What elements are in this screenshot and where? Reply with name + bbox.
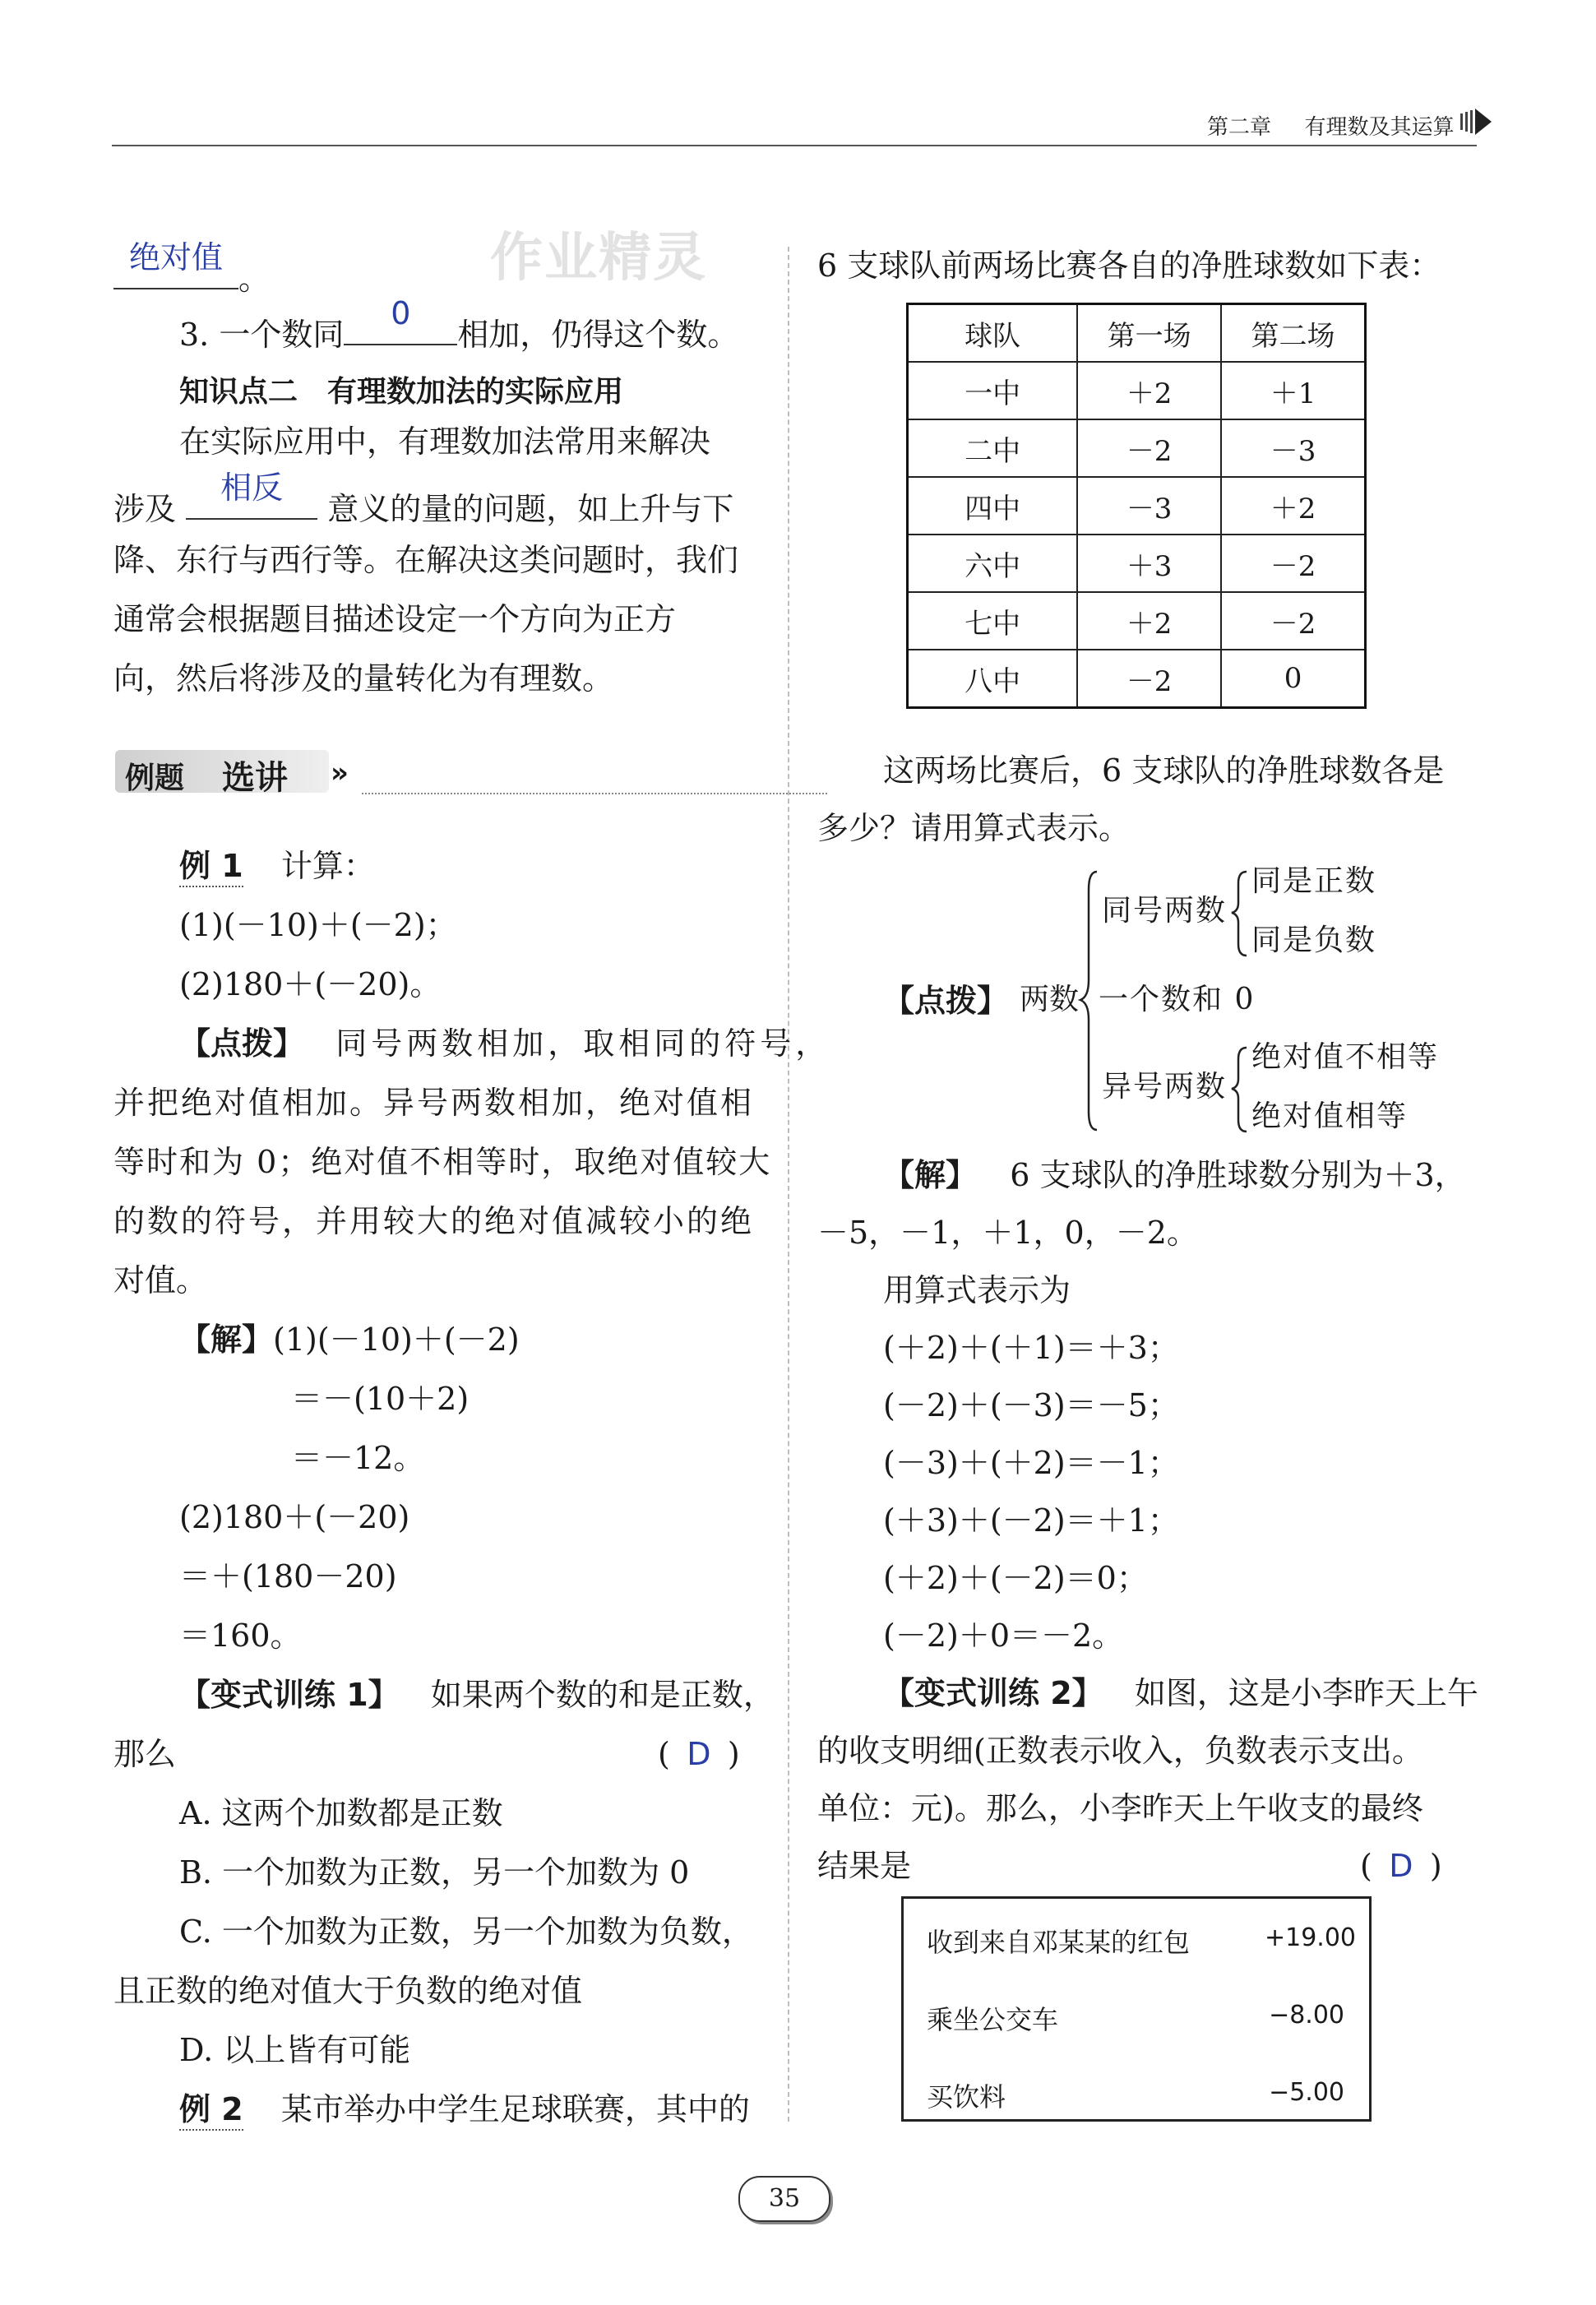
variant-1-label: 【变式训练 1】: [179, 1677, 400, 1713]
equation-1: (＋2)＋(＋1)＝＋3；: [883, 1330, 1179, 1366]
table-header-row: [908, 304, 1366, 363]
variant-2-label: 【变式训练 2】: [883, 1675, 1103, 1711]
variant-1: 【变式训练 1】 如果两个数的和是正数，: [179, 1677, 775, 1713]
page-number-badge: [738, 2176, 830, 2222]
chapter-header: [1207, 110, 1455, 141]
table-row: 一中 ＋2 ＋1: [908, 362, 1366, 419]
variant-2-line-4: 结果是: [817, 1848, 912, 1884]
table-row: 四中 －3 ＋2: [908, 477, 1366, 535]
solution-line-6: ＝160。: [179, 1618, 302, 1654]
solution-line-4: (2)180＋(－20): [179, 1499, 410, 1535]
receipt-item: 收到来自邓某某的红包: [927, 1927, 1191, 1958]
chevron-double-icon: »: [331, 757, 349, 789]
hint-label: 【点拨】: [179, 1025, 305, 1062]
hint-line-4: 的数的符号，并用较大的绝对值减较小的绝: [113, 1203, 755, 1239]
fill-line-1: 绝对值 。: [113, 255, 270, 294]
variant-2-answer-value: D: [1389, 1848, 1413, 1884]
receipt-item: 买饮料: [927, 2081, 1006, 2113]
score-table: [906, 303, 1367, 709]
para-line-4: 通常会根据题目描述设定一个方向为正方: [113, 601, 677, 637]
hint-line-3: 等时和为 0；绝对值不相等时，取绝对值较大: [113, 1144, 772, 1180]
section-badge-a: 例题: [125, 761, 185, 795]
receipt-amount: −8.00: [1269, 2001, 1344, 2030]
tree-zero: 一个数和 0: [1099, 983, 1256, 1016]
table-header-cell: 第二场: [1221, 304, 1365, 363]
right-solution-line-1: 【解】 6 支球队的净胜球数分别为＋3，: [883, 1157, 1466, 1193]
variant-2-line-2: 的收支明细(正数表示收入，负数表示支出。: [817, 1733, 1423, 1769]
item-3: 3. 一个数同 0 相加，仍得这个数。: [179, 295, 739, 353]
header-arrow-icon: [1460, 107, 1497, 137]
solution-line-1: 【解】(1)(－10)＋(－2): [179, 1321, 520, 1358]
table-header-cell: 球队: [908, 304, 1078, 363]
column-divider: [788, 247, 789, 2122]
example-1-q2: (2)180＋(－20)。: [179, 966, 442, 1002]
example-1: 例 1 计算：: [179, 850, 375, 882]
chapter-title: 有理数及其运算: [1304, 115, 1455, 140]
answer-fill-1: 绝对值: [128, 239, 223, 275]
option-c-line-2: 且正数的绝对值大于负数的绝对值: [113, 1973, 583, 2009]
right-solution-line-2: －5，－1，＋1，0，－2。: [817, 1215, 1198, 1251]
tree-root: 两数: [1020, 983, 1080, 1016]
knowledge-point-2-title: 知识点二 有理数加法的实际应用: [179, 375, 624, 409]
page-number: 35: [768, 2184, 801, 2213]
example-2-label: 例 2: [179, 2091, 243, 2131]
tree-diff-sign: 异号两数: [1102, 1070, 1228, 1104]
variant-2-line-3: 单位：元)。那么，小李昨天上午收支的最终: [817, 1790, 1423, 1826]
hint-line-2: 并把绝对值相加。异号两数相加，绝对值相: [113, 1085, 755, 1121]
variant-1-answer: ( D ): [658, 1736, 740, 1772]
hint-line-1: 【点拨】 同号两数相加，取相同的符号，: [179, 1025, 831, 1062]
variant-1-answer-value: D: [687, 1736, 711, 1772]
tree-same-sign: 同号两数: [1102, 894, 1228, 928]
para-line-3: 降、东行与西行等。在解决这类问题时，我们: [113, 542, 739, 578]
tree-diff-unequal: 绝对值不相等: [1251, 1040, 1440, 1074]
example-1-label: 例 1: [179, 848, 243, 887]
variant-2-answer: ( D ): [1360, 1848, 1442, 1884]
section-badge-b: 选讲: [222, 759, 288, 797]
receipt-item: 乘坐公交车: [927, 2004, 1059, 2035]
equation-3: (－3)＋(＋2)＝－1；: [883, 1445, 1179, 1481]
option-b: B. 一个加数为正数，另一个加数为 0: [179, 1854, 690, 1891]
equation-5: (＋2)＋(－2)＝0；: [883, 1560, 1148, 1596]
receipt-amount: +19.00: [1264, 1923, 1356, 1952]
watermark: 作业精灵: [490, 228, 707, 289]
header-rule: [112, 145, 1477, 146]
hint-line-5: 对值。: [113, 1262, 208, 1298]
table-row: 二中 －2 －3: [908, 419, 1366, 477]
right-solution-line-3: 用算式表示为: [883, 1272, 1071, 1308]
equation-4: (＋3)＋(－2)＝＋1；: [883, 1502, 1179, 1539]
tree-same-positive: 同是正数: [1251, 864, 1377, 898]
question-line-1: 这两场比赛后，6 支球队的净胜球数各是: [883, 752, 1445, 789]
equation-6: (－2)＋0＝－2。: [883, 1618, 1124, 1654]
solution-line-3: ＝－12。: [291, 1440, 425, 1476]
right-solution-label: 【解】: [883, 1157, 978, 1193]
equation-2: (－2)＋(－3)＝－5；: [883, 1387, 1179, 1423]
right-hint-label: 【点拨】: [883, 983, 1009, 1019]
para-line-1: 在实际应用中，有理数加法常用来解决: [179, 424, 711, 460]
para-line-2: 涉及 相反 意义的量的问题，如上升与下: [113, 470, 734, 527]
answer-para: 相反: [220, 470, 284, 506]
receipt-amount: −5.00: [1269, 2078, 1344, 2107]
chapter-label: 第二章: [1207, 115, 1272, 140]
receipt-box: [901, 1896, 1372, 2122]
section-badge: [115, 745, 715, 798]
answer-item-3: 0: [391, 295, 411, 331]
option-a: A. 这两个加数都是正数: [179, 1795, 503, 1831]
example-1-q1: (1)(－10)＋(－2)；: [179, 907, 457, 943]
solution-label: 【解】: [179, 1321, 274, 1358]
variant-2-line-1: 【变式训练 2】 如图，这是小李昨天上午: [883, 1675, 1478, 1711]
tree-diff-equal: 绝对值相等: [1251, 1099, 1409, 1133]
solution-line-2: ＝－(10＋2): [291, 1381, 470, 1417]
table-row: 七中 ＋2 －2: [908, 592, 1366, 650]
question-line-2: 多少？请用算式表示。: [817, 810, 1131, 846]
table-row: 六中 ＋3 －2: [908, 535, 1366, 592]
table-intro: 6 支球队前两场比赛各自的净胜球数如下表：: [817, 248, 1441, 284]
option-c-line-1: C. 一个加数为正数，另一个加数为负数，: [179, 1914, 753, 1950]
table-row: 八中 －2 0: [908, 650, 1366, 708]
option-d: D. 以上皆有可能: [179, 2032, 411, 2068]
para-line-5: 向，然后将涉及的量转化为有理数。: [113, 660, 614, 697]
solution-line-5: ＝＋(180－20): [179, 1558, 397, 1595]
example-2: 例 2 某市举办中学生足球联赛，其中的: [179, 2094, 750, 2125]
tree-same-negative: 同是负数: [1251, 923, 1377, 957]
variant-1-line-2: 那么: [113, 1736, 177, 1772]
table-header-cell: 第一场: [1077, 304, 1221, 363]
